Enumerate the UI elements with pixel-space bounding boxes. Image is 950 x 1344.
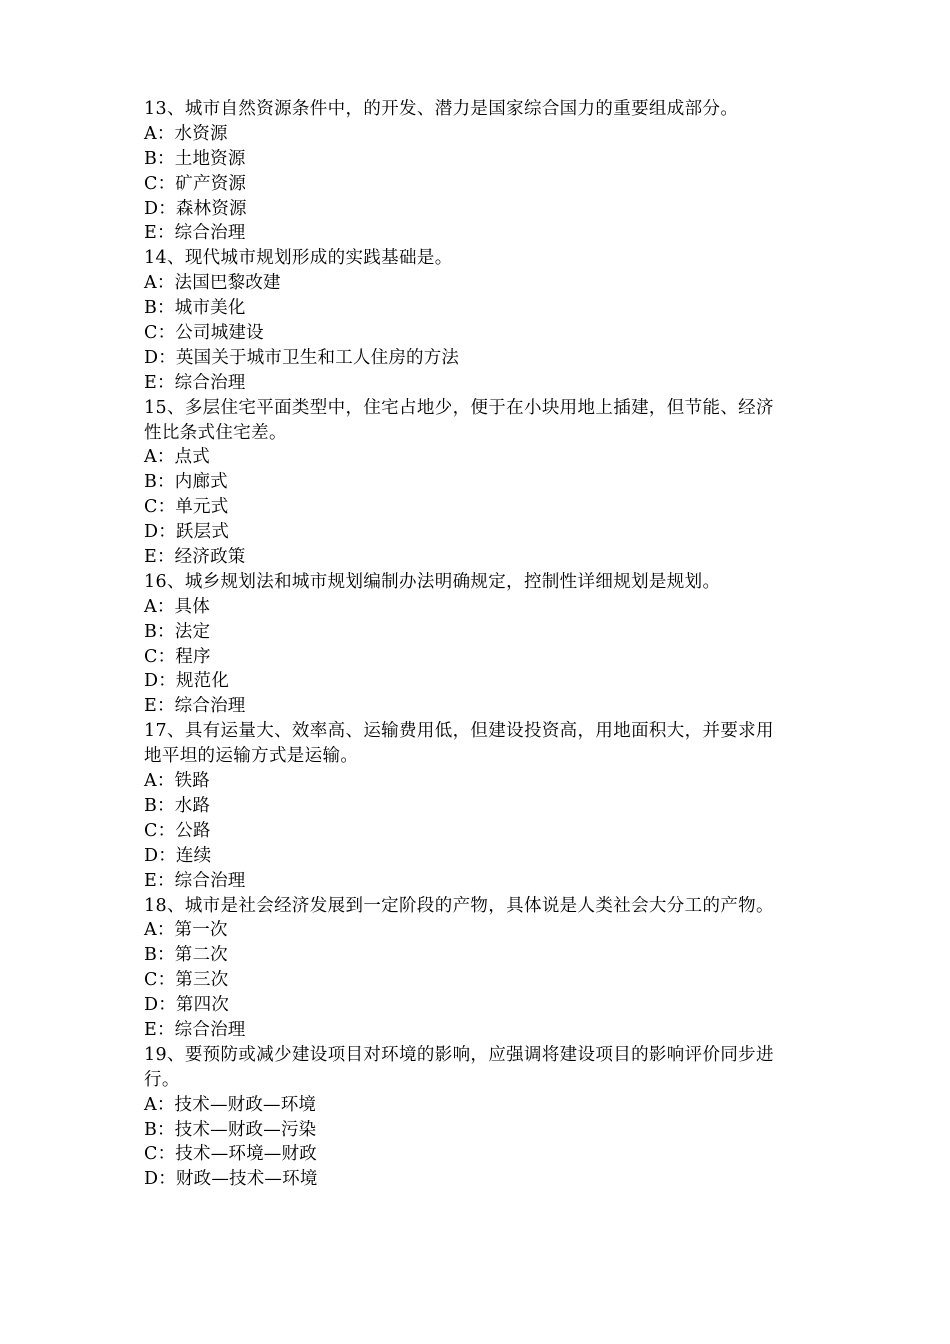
- question-stem: 13、城市自然资源条件中，的开发、潜力是国家综合国力的重要组成部分。: [144, 99, 739, 119]
- answer-option: B：内廊式: [144, 472, 228, 493]
- answer-option: A：技术—财政—环境: [144, 1094, 317, 1115]
- answer-option: C：技术—环境—财政: [144, 1144, 317, 1165]
- question-block: [144, 570, 816, 719]
- answer-option: B：法定: [144, 621, 211, 642]
- answer-option: D：跃层式: [144, 522, 230, 543]
- question-stem: 14、现代城市规划形成的实践基础是。: [144, 248, 453, 269]
- answer-option: E：综合治理: [144, 696, 246, 717]
- answer-option: A：点式: [144, 447, 210, 468]
- answer-option: C：程序: [144, 646, 211, 667]
- answer-option: B：水路: [144, 795, 211, 816]
- question-list: [144, 97, 816, 1192]
- question-stem: 地平坦的运输方式是运输。: [144, 746, 359, 767]
- answer-option: A：第一次: [144, 920, 228, 941]
- question-stem: 19、要预防或减少建设项目对环境的影响，应强调将建设项目的影响评价同步进: [144, 1044, 774, 1065]
- answer-option: D：第四次: [144, 995, 230, 1016]
- answer-option: C：矿产资源: [144, 173, 247, 194]
- answer-option: E：综合治理: [144, 1019, 246, 1040]
- answer-option: D：英国关于城市卫生和工人住房的方法: [144, 347, 460, 368]
- answer-option: A：水资源: [144, 123, 228, 144]
- question-block: [144, 894, 816, 1043]
- answer-option: B：城市美化: [144, 298, 246, 319]
- question-stem: 15、多层住宅平面类型中，住宅占地少，便于在小块用地上插建，但节能、经济: [144, 397, 774, 418]
- answer-option: E：综合治理: [144, 870, 246, 891]
- question-stem: 17、具有运量大、效率高、运输费用低，但建设投资高，用地面积大，并要求用: [144, 721, 774, 742]
- answer-option: B：技术—财政—污染: [144, 1119, 317, 1140]
- answer-option: C：单元式: [144, 497, 229, 518]
- question-block: [144, 719, 816, 893]
- answer-option: C：第三次: [144, 970, 229, 991]
- question-stem: 性比条式住宅差。: [144, 422, 287, 443]
- answer-option: D：规范化: [144, 671, 230, 692]
- answer-option: B：土地资源: [144, 148, 246, 169]
- question-block: [144, 246, 816, 395]
- answer-option: D：财政—技术—环境: [144, 1169, 318, 1190]
- question-stem: 16、城乡规划法和城市规划编制办法明确规定，控制性详细规划是规划。: [144, 571, 721, 592]
- answer-option: A：具体: [144, 596, 210, 617]
- answer-option: E：综合治理: [144, 372, 246, 393]
- answer-option: E：经济政策: [144, 547, 246, 568]
- answer-option: C：公路: [144, 820, 211, 841]
- answer-option: D：连续: [144, 845, 212, 866]
- question-block: [144, 396, 816, 570]
- question-block: [144, 1043, 816, 1192]
- answer-option: A：铁路: [144, 771, 210, 792]
- answer-option: B：第二次: [144, 945, 228, 966]
- question-block: [144, 97, 816, 246]
- answer-option: C：公司城建设: [144, 323, 264, 344]
- answer-option: A：法国巴黎改建: [144, 273, 281, 294]
- question-stem: 行。: [144, 1069, 180, 1090]
- question-stem: 18、城市是社会经济发展到一定阶段的产物，具体说是人类社会大分工的产物。: [144, 895, 774, 916]
- answer-option: E：综合治理: [144, 223, 246, 244]
- answer-option: D：森林资源: [144, 198, 247, 219]
